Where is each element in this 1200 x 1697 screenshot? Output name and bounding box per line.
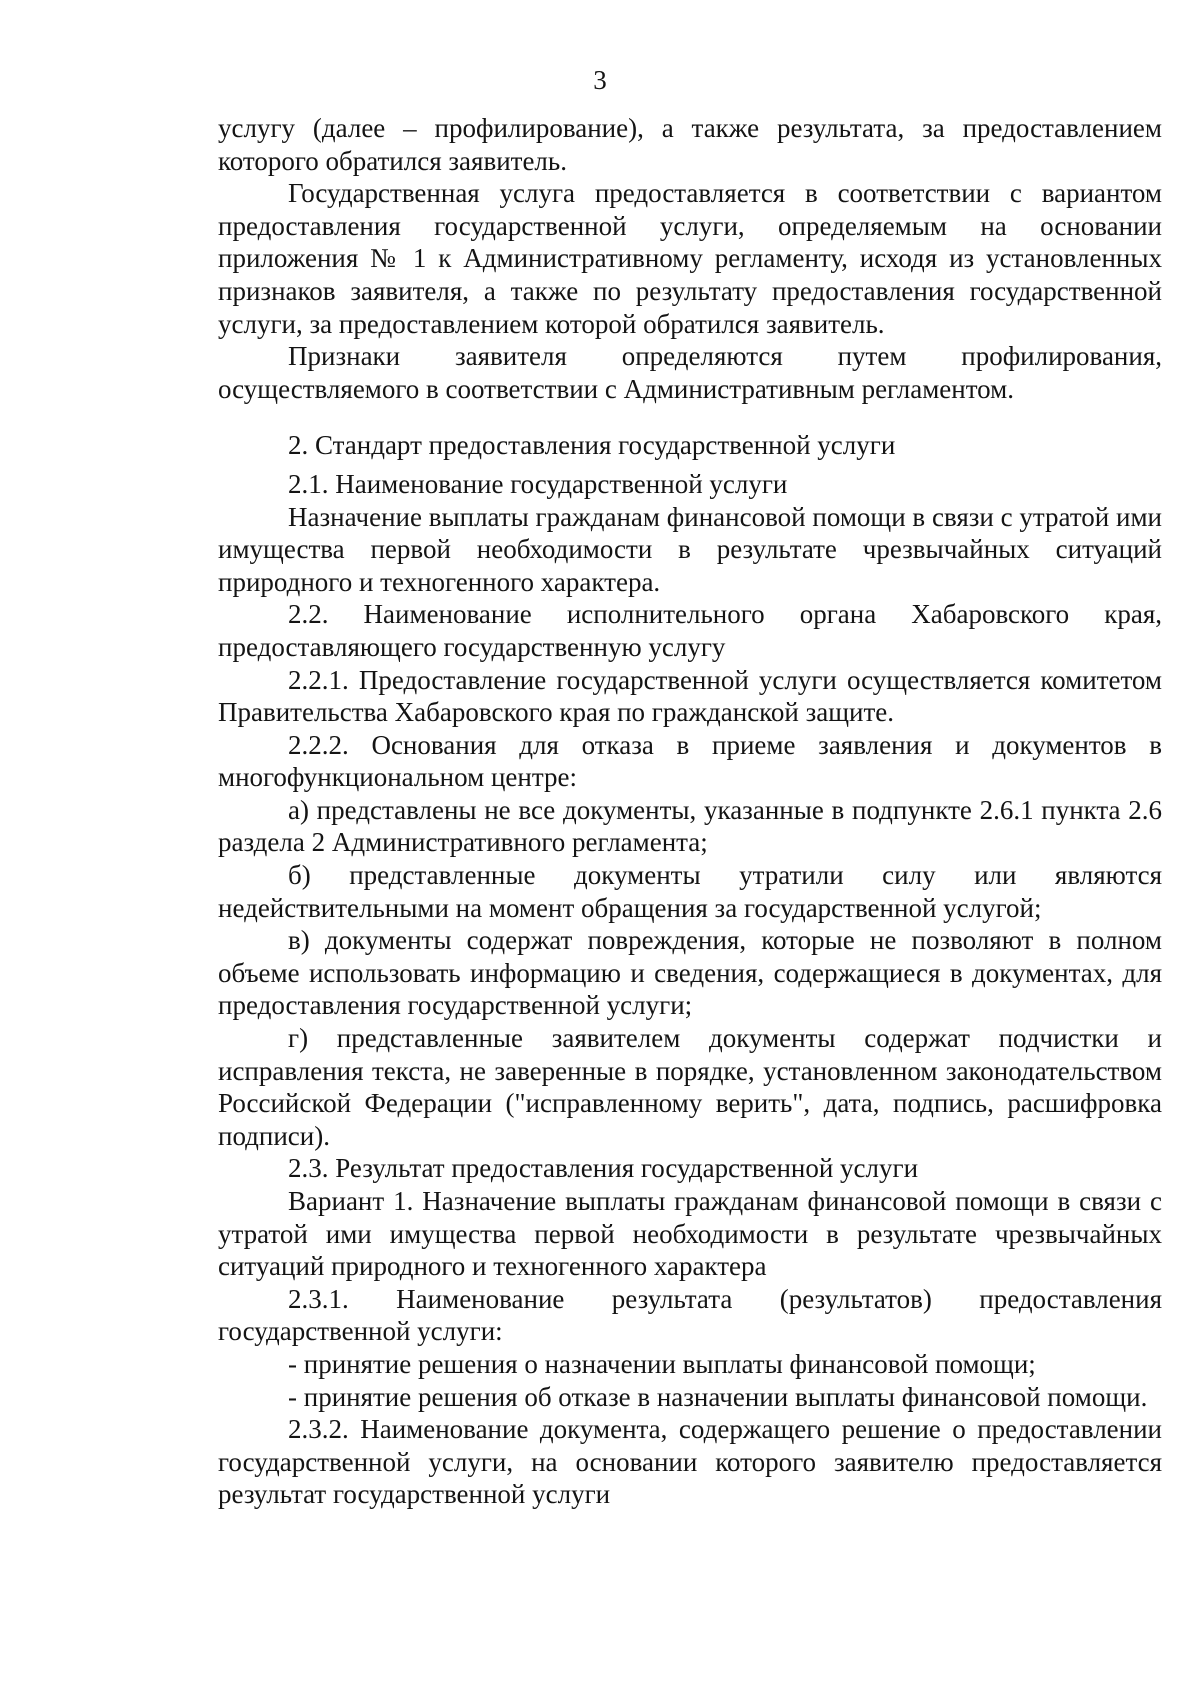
paragraph-2-3-1: 2.3.1. Наименование результата (результатов) предоставления государственной услуги: (218, 1283, 1162, 1347)
paragraph-variant-1: Вариант 1. Назначение выплаты гражданам финансовой помощи в связи с утратой ими имущества первой необходимости в результате чрезвычайных ситуаций природного и техногенного характера (218, 1186, 1162, 1282)
page-number: 3 (593, 65, 607, 95)
paragraph-service-variant: Государственная услуга предоставляется в соответствии с вариантом предоставления государственной услуги, определяемым на основании приложения № 1 к Административному регламенту, исходя из установленных признаков заявителя, а также по результату предоставления государственной услуги, за предоставлением которой обратился заявитель. (218, 178, 1162, 339)
paragraph-service-name: Назначение выплаты гражданам финансовой помощи в связи с утратой ими имущества первой необходимости в результате чрезвычайных ситуаций природного и техногенного характера. (218, 501, 1162, 597)
paragraph-applicant-signs: Признаки заявителя определяются путем профилирования, осуществляемого в соответствии с Административным регламентом. (218, 341, 1162, 404)
list-item-v: в) документы содержат повреждения, которые не позволяют в полном объеме использовать информацию и сведения, содержащиеся в документах, для предоставления государственной услуги; (218, 925, 1162, 1021)
list-item-decision-refuse: - принятие решения об отказе в назначении выплаты финансовой помощи. (288, 1381, 1148, 1412)
list-item-b: б) представленные документы утратили силу или являются недействительными на момент обращения за государственной услугой; (218, 860, 1162, 923)
document-body (218, 112, 1162, 1511)
subsection-heading-2-3: 2.3. Результат предоставления государственной услуги (288, 1153, 919, 1184)
paragraph-continuation: услугу (далее – профилирование), а также результата, за предоставлением которого обратился заявитель. (218, 113, 1162, 176)
paragraph-2-2-2: 2.2.2. Основания для отказа в приеме заявления и документов в многофункциональном центре: (218, 729, 1162, 793)
subsection-heading-2-1: 2.1. Наименование государственной услуги (288, 468, 788, 499)
list-item-a: а) представлены не все документы, указанные в подпункте 2.6.1 пункта 2.6 раздела 2 Административного регламента; (218, 794, 1162, 858)
paragraph-2-3-2: 2.3.2. Наименование документа, содержащего решение о предоставлении государственной услуги, на основании которого заявителю предоставляется результат государственной услуги (218, 1414, 1162, 1510)
section-heading-standard: 2. Стандарт предоставления государственной услуги (288, 430, 896, 461)
paragraph-2-2-1: 2.2.1. Предоставление государственной услуги осуществляется комитетом Правительства Хабаровского края по гражданской защите. (218, 664, 1162, 728)
list-item-g: г) представленные заявителем документы содержат подчистки и исправления текста, не заверенные в порядке, установленном законодательством Российской Федерации ("исправленному верить", дата, подпись, расшифровка подписи). (218, 1023, 1162, 1151)
list-item-decision-grant: - принятие решения о назначении выплаты финансовой помощи; (288, 1348, 1036, 1379)
subsection-heading-2-2: 2.2. Наименование исполнительного органа Хабаровского края, предоставляющего государственную услугу (218, 599, 1162, 662)
